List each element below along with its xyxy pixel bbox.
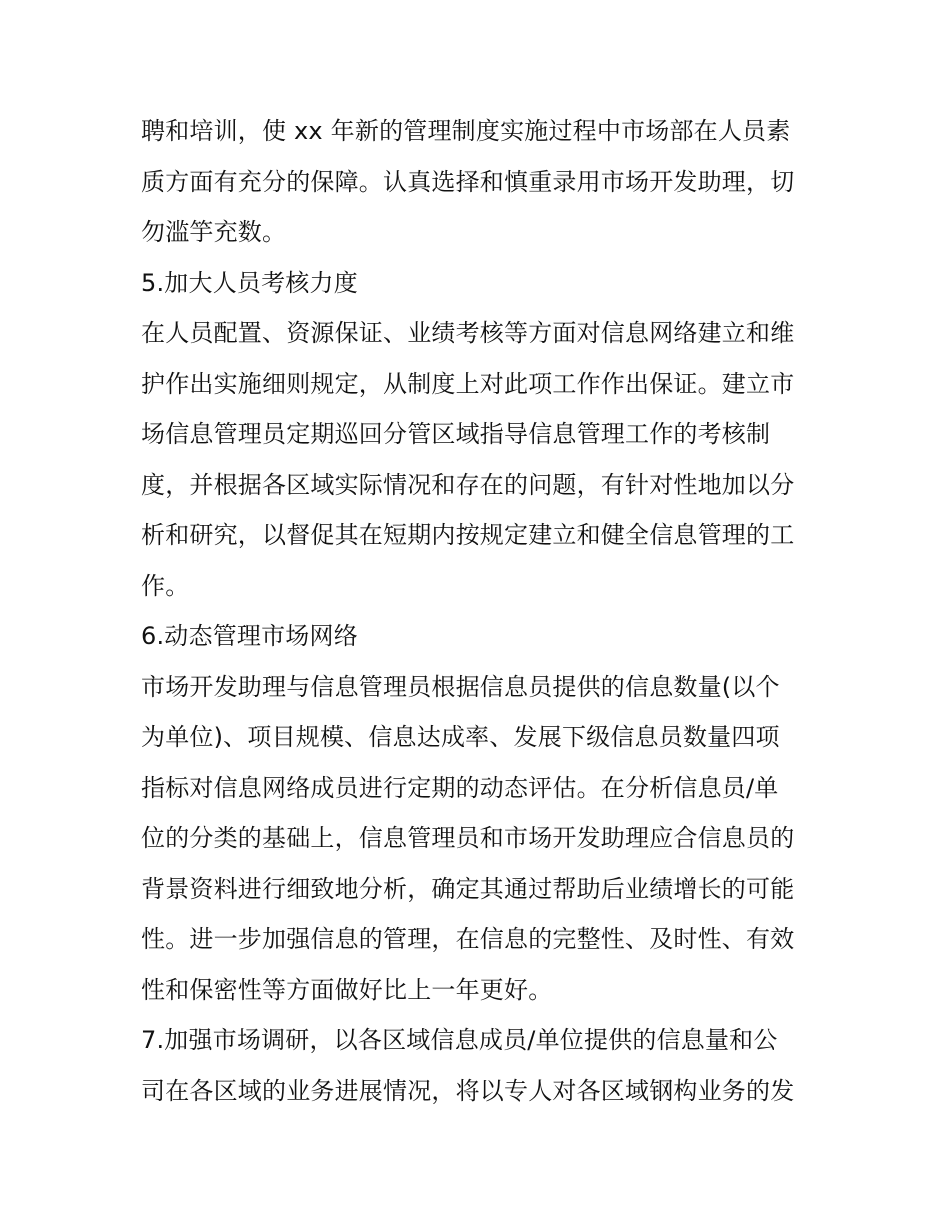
paragraph-line: 度，并根据各区域实际情况和存在的问题，有针对性地加以分 [141,470,795,499]
section-heading-7: 7.加强市场调研，以各区域信息成员/单位提供的信息量和公 [141,1026,778,1054]
paragraph-line: 背景资料进行细致地分析，确定其通过帮助后业绩增长的可能 [141,874,795,903]
paragraph-line: 性。进一步加强信息的管理，在信息的完整性、及时性、有效 [141,925,795,953]
paragraph-line: 勿滥竽充数。 [141,218,287,246]
paragraph-line: 在人员配置、资源保证、业绩考核等方面对信息网络建立和维 [141,319,795,347]
paragraph-line: 位的分类的基础上，信息管理员和市场开发助理应合信息员的 [141,824,795,852]
section-heading-6: 6.动态管理市场网络 [141,622,358,650]
paragraph-line: 性和保密性等方面做好比上一年更好。 [141,975,553,1004]
paragraph-line: 指标对信息网络成员进行定期的动态评估。在分析信息员/单 [141,773,779,802]
paragraph-line: 作。 [141,571,190,600]
section-heading-5: 5.加大人员考核力度 [141,268,358,297]
paragraph-line: 质方面有充分的保障。认真选择和慎重录用市场开发助理，切 [141,167,795,196]
paragraph-line: 为单位)、项目规模、信息达成率、发展下级信息员数量四项 [141,723,780,751]
paragraph-line: 聘和培训，使 xx 年新的管理制度实施过程中市场部在人员素 [141,117,791,145]
document-body [141,106,821,1116]
paragraph-line: 护作出实施细则规定，从制度上对此项工作作出保证。建立市 [141,369,795,398]
paragraph-line: 司在各区域的业务进展情况，将以专人对各区域钢构业务的发 [141,1076,795,1105]
paragraph-line: 场信息管理员定期巡回分管区域指导信息管理工作的考核制 [141,420,771,448]
paragraph-line: 市场开发助理与信息管理员根据信息员提供的信息数量(以个 [141,672,780,701]
paragraph-line: 析和研究，以督促其在短期内按规定建立和健全信息管理的工 [141,521,795,549]
